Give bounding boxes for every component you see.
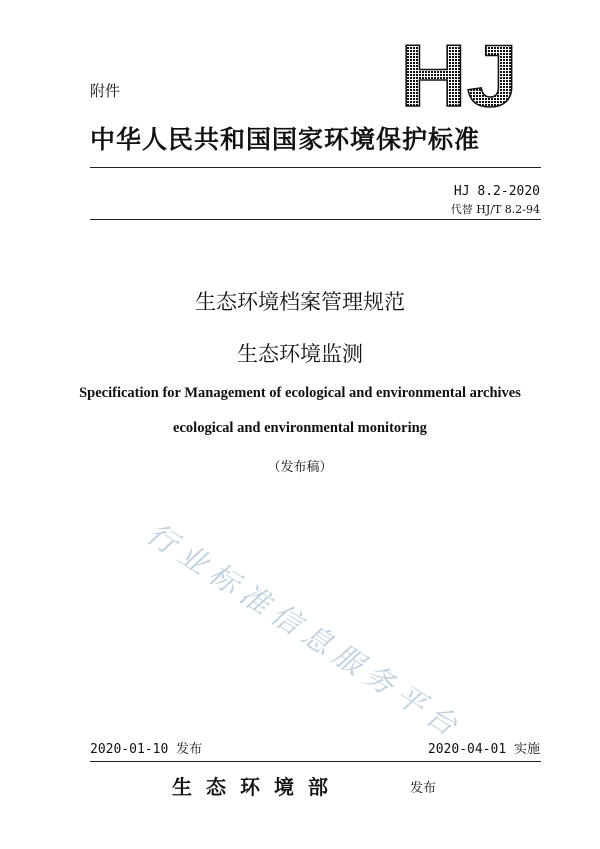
cn-title-line1: 生态环境档案管理规范 bbox=[195, 290, 405, 314]
en-title-line1: Specification for Management of ecological and environmental archives bbox=[79, 385, 521, 401]
implement-date: 2020-04-01 实施 bbox=[427, 742, 540, 757]
attachment-label: 附件 bbox=[90, 82, 121, 100]
code-rule bbox=[90, 219, 541, 220]
cn-title-line2: 生态环境监测 bbox=[237, 342, 363, 366]
standard-code: HJ 8.2-2020 bbox=[453, 184, 540, 199]
issue-date: 2020-01-10 发布 bbox=[90, 742, 203, 757]
replaces-code: 代替 HJ/T 8.2-94 bbox=[450, 203, 540, 216]
draft-status: （发布稿） bbox=[267, 460, 333, 475]
header-rule bbox=[90, 167, 541, 168]
footer-rule bbox=[90, 761, 541, 762]
issued-label: 发布 bbox=[410, 781, 437, 796]
standard-category: 中华人民共和国国家环境保护标准 bbox=[90, 125, 481, 154]
logo-text: HJ bbox=[400, 38, 518, 110]
hj-logo bbox=[398, 38, 522, 110]
issuing-authority: 生态环境部 bbox=[172, 775, 342, 799]
en-title-line2: ecological and environmental monitoring bbox=[173, 420, 427, 436]
watermark-text: 行业标准信息服务平台 bbox=[140, 516, 470, 747]
